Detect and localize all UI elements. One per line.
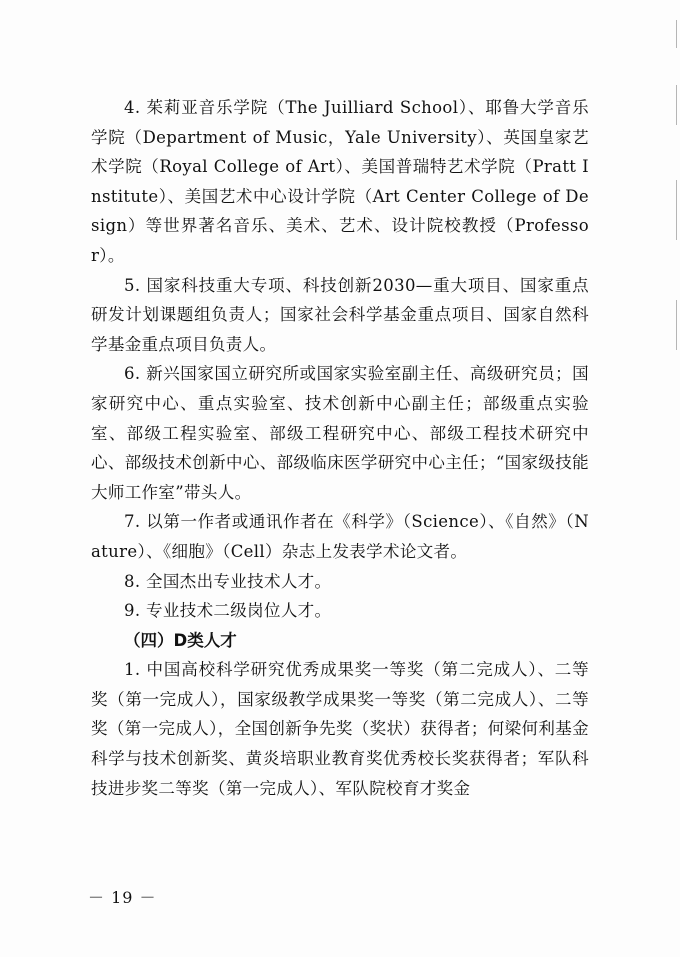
paragraph-item-4: 4. 茱莉亚音乐学院（The Juilliard School）、耶鲁大学音乐学院（Department of Music，Yale University）、英国皇家艺术学院（Royal College of Art）、美国普瑞特艺术学院（Pratt Institute）、美国艺术中心设计学院（Art Center College of Design）等世界著名音乐、美术、艺术、设计院校教授（Professor）。	[91, 98, 589, 265]
document-body	[91, 93, 589, 803]
paragraph-item-6: 6. 新兴国家国立研究所或国家实验室副主任、高级研究员；国家研究中心、重点实验室、技术创新中心副主任；部级重点实验室、部级工程实验室、部级工程研究中心、部级工程技术研究中心、部级技术创新中心、部级临床医学研究中心主任；“国家级技能大师工作室”带头人。	[91, 364, 589, 502]
paragraph-d-item-1: 1. 中国高校科学研究优秀成果奖一等奖（第二完成人）、二等奖（第一完成人），国家级教学成果奖一等奖（第二完成人）、二等奖（第一完成人），全国创新争先奖（奖状）获得者；何梁何利基金科学与技术创新奖、黄炎培职业教育奖优秀校长奖获得者；军队科技进步奖二等奖（第一完成人）、军队院校育才奖金	[91, 660, 589, 798]
page-number: － 19 －	[88, 888, 157, 907]
scan-edge-mark	[676, 85, 677, 125]
scan-edge-mark	[676, 300, 677, 350]
section-heading-d-talent: （四）D类人才	[124, 630, 237, 650]
scan-edge-mark	[676, 20, 677, 48]
paragraph-item-5: 5. 国家科技重大专项、科技创新2030—重大项目、国家重点研发计划课题组负责人；国家社会科学基金重点项目、国家自然科学基金重点项目负责人。	[91, 275, 589, 354]
paragraph-item-7: 7. 以第一作者或通讯作者在《科学》（Science）、《自然》（Nature）、《细胞》（Cell）杂志上发表学术论文者。	[91, 512, 589, 561]
paragraph-item-9: 9. 专业技术二级岗位人才。	[124, 601, 332, 621]
scan-edge-mark	[676, 180, 677, 240]
paragraph-item-8: 8. 全国杰出专业技术人才。	[124, 571, 332, 591]
